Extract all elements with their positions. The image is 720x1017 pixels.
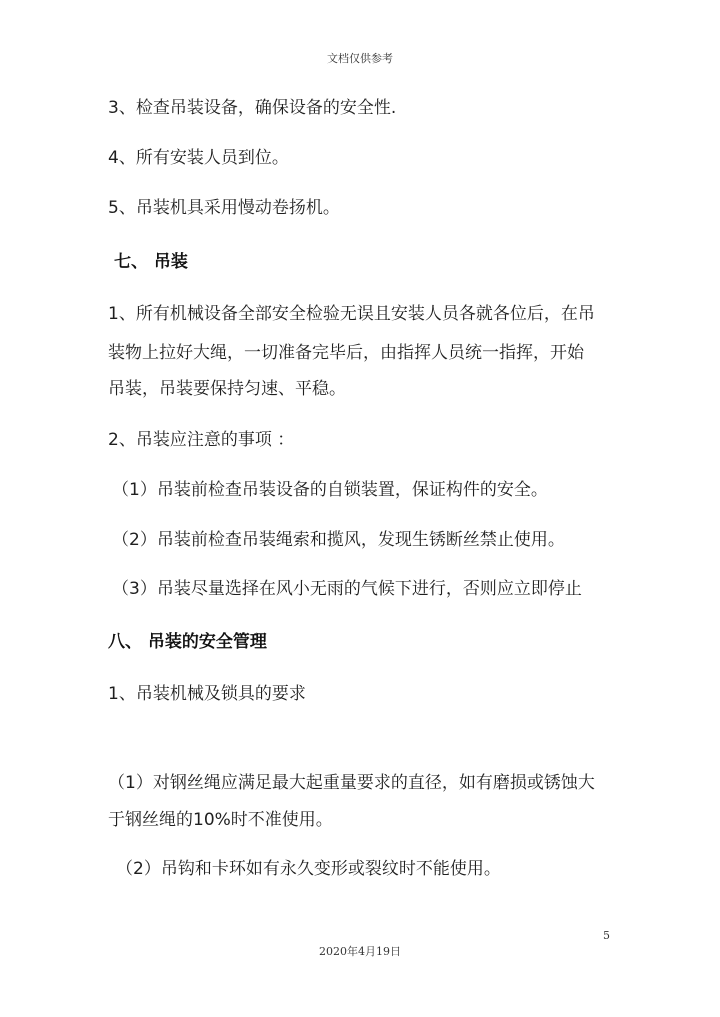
section-8-paragraph-1: 1、吊装机械及锁具的要求 — [108, 684, 306, 704]
section-8-heading: 八、 吊装的安全管理 — [108, 632, 267, 652]
page-number: 5 — [603, 929, 610, 942]
section-8-subitem-2: （2）吊钩和卡环如有永久变形或裂纹时不能使用。 — [116, 859, 501, 879]
section-7-heading: 七、 吊装 — [114, 252, 188, 272]
section-7-subitem-2: （2）吊装前检查吊装绳索和揽风，发现生锈断丝禁止使用。 — [112, 530, 565, 550]
section-7-paragraph-1-line-1: 1、所有机械设备全部安全检验无误且安装人员各就各位后，在吊 — [108, 304, 595, 324]
section-7-subitem-3: （3）吊装尽量选择在风小无雨的气候下进行，否则应立即停止 — [112, 579, 582, 599]
section-7-paragraph-2: 2、吊装应注意的事项 ： — [108, 430, 295, 450]
page-header: 文档仅供参考 — [327, 52, 393, 65]
list-item-3: 3、检查吊装设备，确保设备的安全性. — [108, 98, 397, 118]
section-8-subitem-1-line-1: （1）对钢丝绳应满足最大起重量要求的直径，如有磨损或锈蚀大 — [108, 773, 595, 793]
section-7-paragraph-1-line-3: 吊装，吊装要保持匀速、平稳。 — [108, 379, 346, 399]
list-item-5: 5、吊装机具采用慢动卷扬机。 — [108, 198, 340, 218]
list-item-4: 4、所有安装人员到位。 — [108, 148, 289, 168]
section-7-paragraph-1-line-2: 装物上拉好大绳，一切准备完毕后，由指挥人员统一指挥，开始 — [108, 343, 584, 363]
section-8-subitem-1-line-2: 于钢丝绳的10%时不准使用。 — [108, 810, 333, 830]
page-footer-date: 2020年4月19日 — [319, 945, 401, 958]
section-7-subitem-1: （1）吊装前检查吊装设备的自锁装置，保证构件的安全。 — [112, 480, 548, 500]
